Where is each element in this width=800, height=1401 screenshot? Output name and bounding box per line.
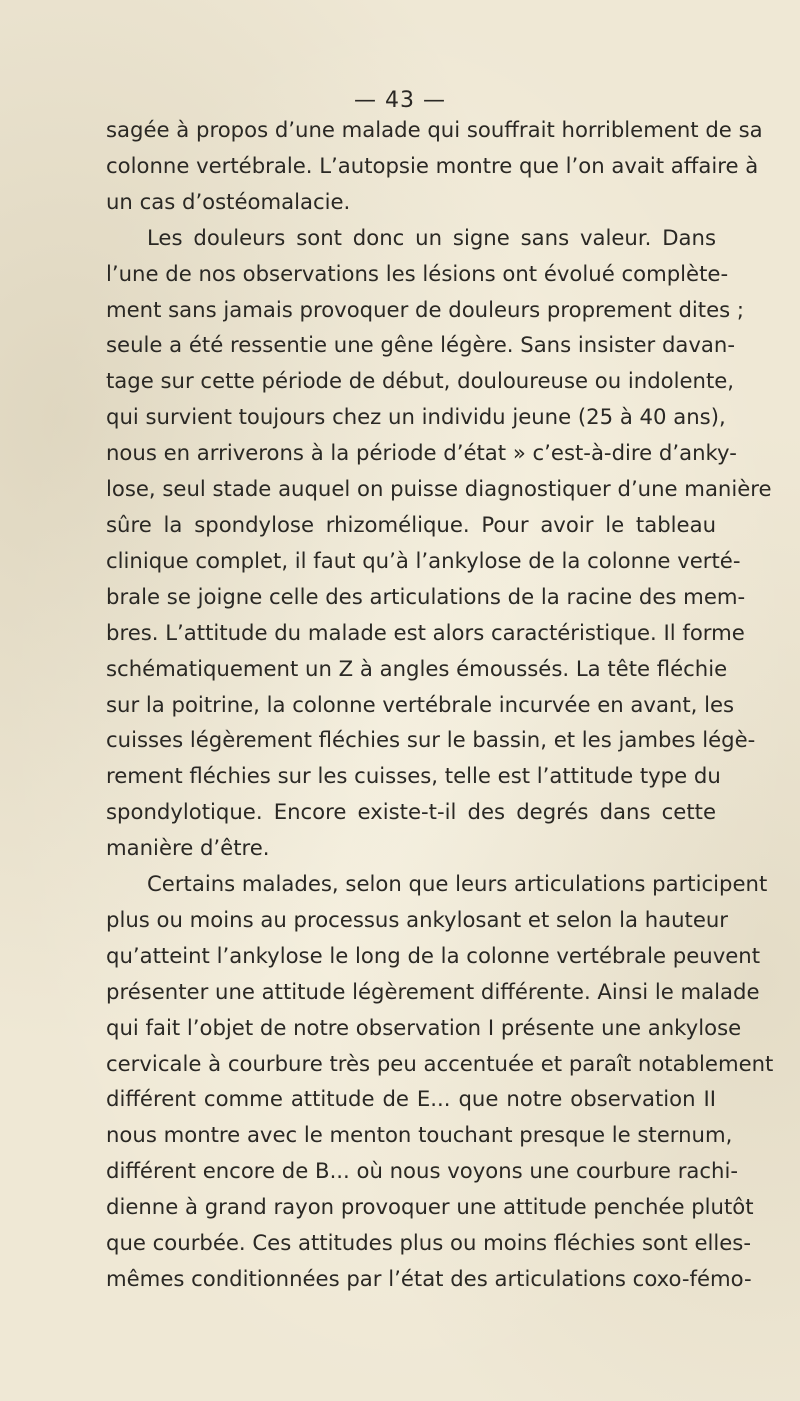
text-line: lose, seul stade auquel on puisse diagnostiquer d’une manière [106, 476, 772, 502]
text-line: brale se joigne celle des articulations de la racine des mem- [106, 583, 746, 609]
text-line: qu’atteint l’ankylose le long de la colonne vertébrale peuvent [106, 942, 761, 968]
text-line: schématiquement un Z à angles émoussés. La tête fléchie [106, 655, 728, 681]
text-line: Certains malades, selon que leurs articulations participent [147, 871, 768, 897]
text-line: clinique complet, il faut qu’à l’ankylose de la colonne verté- [106, 547, 741, 573]
text-line: nous en arriverons à la période d’état » c’est-à-dire d’anky- [106, 440, 737, 466]
text-line: spondylotique. Encore existe-t-il des degrés dans cette [106, 799, 716, 825]
text-line: cervicale à courbure très peu accentuée et paraît notablement [106, 1050, 774, 1076]
page-number: — 43 — [354, 88, 446, 113]
text-line: bres. L’attitude du malade est alors caractéristique. Il forme [106, 619, 745, 645]
text-line: sagée à propos d’une malade qui souffrait horriblement de sa [106, 117, 763, 142]
text-line: Les douleurs sont donc un signe sans valeur. Dans [147, 224, 716, 250]
text-line: que courbée. Ces attitudes plus ou moins fléchies sont elles- [106, 1230, 751, 1256]
text-line: un cas d’ostéomalacie. [106, 188, 351, 214]
text-line: ment sans jamais provoquer de douleurs proprement dites ; [106, 296, 745, 322]
text-line: qui survient toujours chez un individu jeune (25 à 40 ans), [106, 404, 726, 430]
text-line: manière d’être. [106, 835, 270, 861]
text-line: seule a été ressentie une gêne légère. Sans insister davan- [106, 332, 735, 358]
text-line: nous montre avec le menton touchant presque le sternum, [106, 1122, 733, 1148]
text-line: tage sur cette période de début, douloureuse ou indolente, [106, 368, 735, 394]
text-line: plus ou moins au processus ankylosant et selon la hauteur [106, 906, 729, 932]
text-line: rement fléchies sur les cuisses, telle est l’attitude type du [106, 763, 721, 789]
text-line: dienne à grand rayon provoquer une attitude penchée plutôt [106, 1194, 754, 1220]
text-line: cuisses légèrement fléchies sur le bassin, et les jambes légè- [106, 727, 756, 753]
text-line: différent comme attitude de E... que notre observation II [106, 1086, 716, 1112]
text-line: sur la poitrine, la colonne vertébrale incurvée en avant, les [106, 691, 735, 717]
text-line: colonne vertébrale. L’autopsie montre que l’on avait affaire à [106, 152, 759, 178]
text-line: qui fait l’objet de notre observation I présente une ankylose [106, 1014, 742, 1040]
text-line: présenter une attitude légèrement différente. Ainsi le malade [106, 978, 760, 1004]
text-line: différent encore de B... où nous voyons une courbure rachi- [106, 1158, 739, 1184]
text-line: sûre la spondylose rhizomélique. Pour avoir le tableau [106, 511, 716, 537]
body-text [106, 112, 774, 1297]
text-line: mêmes conditionnées par l’état des articulations coxo-fémo- [106, 1266, 752, 1291]
text-line: l’une de nos observations les lésions ont évolué complète- [106, 260, 729, 286]
